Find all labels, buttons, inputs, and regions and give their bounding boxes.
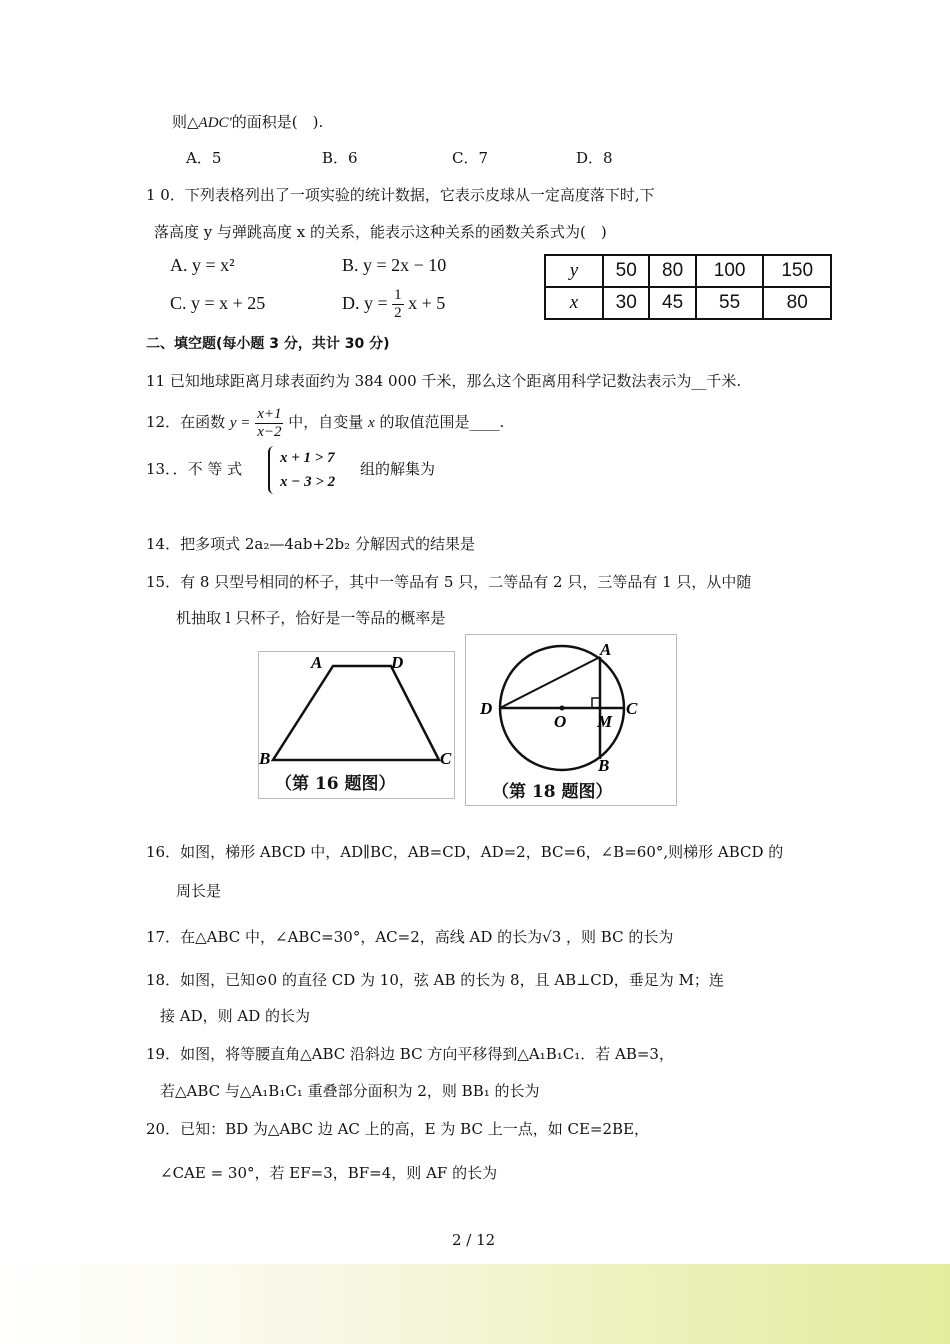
q16-line2: 周长是: [176, 882, 222, 900]
q10-line2: 落高度 y 与弹跳高度 x 的关系，能表示这种关系的函数关系式为( ): [154, 223, 607, 241]
q16-line1: 16．如图，梯形 ABCD 中，AD∥BC，AB=CD，AD=2，BC=6，∠B=60°,则梯形 ABCD 的: [146, 843, 784, 861]
q19-line2: 若△ABC 与△A₁B₁C₁ 重叠部分面积为 2，则 BB₁ 的长为: [160, 1082, 540, 1100]
label-m: M: [597, 712, 613, 731]
q15-line1: 15．有 8 只型号相同的杯子，其中一等品有 5 只，二等品有 2 只，三等品有 1 只，从中随: [146, 573, 752, 591]
q9-tail: 则△ADC'的面积是( ).: [172, 113, 324, 131]
q20-line2: ∠CAE = 30°，若 EF=3，BF=4，则 AF 的长为: [160, 1164, 498, 1182]
trapezoid-shape: [273, 666, 439, 760]
label-a: A: [600, 640, 612, 659]
label-b: B: [259, 749, 271, 768]
q10-option-b: B. y = 2x − 10: [342, 255, 447, 275]
q19-line1: 19．如图，将等腰直角△ABC 沿斜边 BC 方向平移得到△A₁B₁C₁．若 AB=3，: [146, 1045, 674, 1063]
figure-18-caption: （第 18 题图）: [492, 782, 613, 802]
table-cell: 30: [603, 287, 649, 319]
table-row-label: x: [545, 287, 603, 319]
q12-fraction: $\frac{x+1}{x-2}$: [257, 405, 282, 440]
table-cell: 80: [763, 287, 831, 319]
label-c: C: [440, 749, 452, 768]
q11-text: 11 已知地球距离月球表面约为 384 000 千米，那么这个距离用科学记数法表示为__千米.: [146, 372, 742, 390]
q10-line1: 1 0．下列表格列出了一项实验的统计数据，它表示皮球从一定高度落下时,下: [146, 186, 655, 204]
segment-ad: [500, 657, 600, 708]
table-cell: 100: [696, 255, 764, 287]
table-cell: 45: [649, 287, 695, 319]
label-b: B: [598, 756, 610, 775]
q18-line1: 18．如图，已知⊙0 的直径 CD 为 10，弦 AB 的长为 8，且 AB⊥CD，垂足为 M；连: [146, 971, 724, 989]
table-row-label: y: [545, 255, 603, 287]
q10-option-d: D. y = $\frac{1}{2}$ x + 5: [342, 287, 446, 322]
q18-line2: 接 AD，则 AD 的长为: [160, 1007, 311, 1025]
q20-line1: 20．已知：BD 为△ABC 边 AC 上的高，E 为 BC 上一点，如 CE=2BE，: [146, 1120, 649, 1138]
figure-18: [465, 634, 677, 806]
figure-16: [258, 651, 455, 799]
label-d: D: [480, 699, 493, 718]
label-o: O: [554, 712, 567, 731]
q9-option-a: A．5: [186, 149, 222, 167]
table-cell: 50: [603, 255, 649, 287]
footer-decoration: [0, 1264, 950, 1344]
q10-option-d-fraction: $\frac{1}{2}$: [394, 287, 402, 322]
table-row: [545, 255, 831, 287]
q13-post: 组的解集为: [360, 460, 436, 478]
q9-option-b: B．6: [322, 149, 358, 167]
figure-16-caption: （第 16 题图）: [275, 774, 396, 794]
q17-text: 17．在△ABC 中，∠ABC=30°，AC=2，高线 AD 的长为√3 ，则 BC 的长为: [146, 928, 674, 946]
q13-pre: 13．．不 等 式: [146, 460, 243, 478]
q10-options-box: [168, 248, 536, 324]
q9-option-d: D．8: [576, 149, 613, 167]
table-cell: 80: [649, 255, 695, 287]
q10-option-c: C. y = x + 25: [170, 293, 266, 313]
q10-data-table: [544, 254, 832, 320]
table-row: [545, 287, 831, 319]
q12-line: 12．在函数 y = $\frac{x+1}{x-2}$ 中，自变量 x 的取值范围是____.: [146, 405, 505, 440]
q10-option-a: A. y = x²: [170, 255, 235, 275]
q14-text: 14．把多项式 2a₂—4ab+2b₂ 分解因式的结果是: [146, 535, 475, 553]
label-c: C: [626, 699, 638, 718]
label-a: A: [311, 653, 323, 672]
table-cell: 55: [696, 287, 764, 319]
q15-line2: 机抽取 l 只杯子，恰好是一等品的概率是: [176, 609, 446, 627]
page-number: 2 / 12: [452, 1231, 496, 1249]
q9-option-c: C．7: [452, 149, 489, 167]
table-cell: 150: [763, 255, 831, 287]
q13-inequality-system: x + 1 > 7 x − 3 > 2: [268, 446, 352, 494]
center-dot: [560, 706, 565, 711]
section-heading: 二、填空题(每小题 3 分，共计 30 分): [146, 336, 390, 352]
label-d: D: [391, 653, 404, 672]
circle-figure: [466, 635, 676, 805]
